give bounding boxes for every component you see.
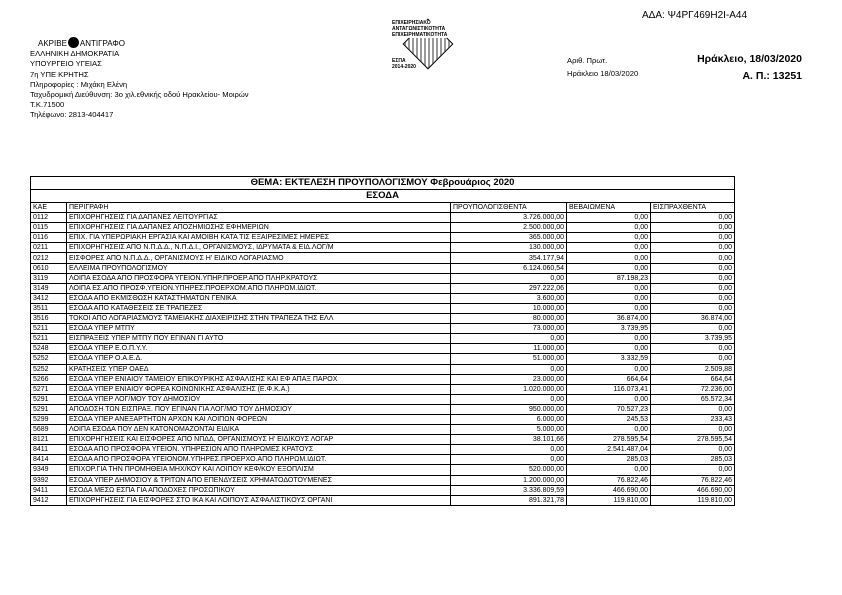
kae-cell: 0116 xyxy=(31,233,67,243)
table-row xyxy=(31,394,735,404)
description-cell: ΛΟΙΠΑ ΕΣ.ΑΠΟ ΠΡΟΣΦ.ΥΓΕΙΟΝ.ΥΠΗΡΕΣ.ΠΡΟΕΡΧΟΜ.ΑΠΟ ΠΛΗΡΩΜ.ΙΔΙΩΤ. xyxy=(67,283,451,293)
kae-cell: 5291 xyxy=(31,394,67,404)
collected-cell: 0,00 xyxy=(651,303,735,313)
kae-cell: 0211 xyxy=(31,243,67,253)
kae-cell: 3412 xyxy=(31,293,67,303)
collected-cell: 0,00 xyxy=(651,213,735,223)
certified-cell: 0,00 xyxy=(567,334,651,344)
kae-cell: 8411 xyxy=(31,445,67,455)
column-header: ΕΙΣΠΡΑΧΘΕΝΤΑ xyxy=(651,203,735,213)
collected-cell: 65.572,34 xyxy=(651,394,735,404)
table-row xyxy=(31,445,735,455)
kae-cell: 0115 xyxy=(31,223,67,233)
certified-cell: 0,00 xyxy=(567,243,651,253)
kae-cell: 5211 xyxy=(31,324,67,334)
budgeted-cell: 0,00 xyxy=(451,445,567,455)
budgeted-cell: 6.000,00 xyxy=(451,414,567,424)
table-row xyxy=(31,364,735,374)
column-header: ΒΕΒΑΙΩΜΕΝΑ xyxy=(567,203,651,213)
kae-cell: 0112 xyxy=(31,213,67,223)
certified-cell: 285,03 xyxy=(567,455,651,465)
description-cell: ΕΣΟΔΑ ΥΠΕΡ Ε.Ο.Π.Υ.Υ. xyxy=(67,344,451,354)
collected-cell: 0,00 xyxy=(651,263,735,273)
table-row xyxy=(31,455,735,465)
kae-cell: 5689 xyxy=(31,425,67,435)
logo-text: ΕΠΙΧΕΙΡΗΣΙΑΚΟ ΑΝΤΑΓΩΝΙΣΤΙΚΟΤΗΤΑ ΕΠΙΧΕΙΡΗΜΑΤΙΚΟΤΗΤΑ xyxy=(392,20,448,38)
certified-cell: 0,00 xyxy=(567,213,651,223)
budgeted-cell: 1.200.000,00 xyxy=(451,475,567,485)
copy-stamp-left: ΑΚΡΙΒΕ xyxy=(38,39,67,48)
budget-table xyxy=(30,176,735,506)
collected-cell: 0,00 xyxy=(651,344,735,354)
budgeted-cell: 950.000,00 xyxy=(451,404,567,414)
kae-cell: 8121 xyxy=(31,435,67,445)
certified-cell: 0,00 xyxy=(567,394,651,404)
budgeted-cell: 73.000,00 xyxy=(451,324,567,334)
description-cell: ΕΣΟΔΑ ΥΠΕΡ ΕΝΙΑΙΟΥ ΤΑΜΕΙΟΥ ΕΠΙΚΟΥΡΙΚΗΣ ΑΣΦΑΛΙΣΗΣ ΚΑΙ ΕΦ ΑΠΑΞ ΠΑΡΟΧ xyxy=(67,374,451,384)
certified-cell: 70.527,23 xyxy=(567,404,651,414)
certified-cell: 2.541.487,04 xyxy=(567,445,651,455)
table-row xyxy=(31,344,735,354)
logo-bottom-text: ΕΣΠΑ 2014-2020 xyxy=(392,58,416,70)
budgeted-cell: 23.000,00 xyxy=(451,374,567,384)
description-cell: ΕΠΙΧ. ΓΙΑ ΥΠΕΡΩΡΙΑΚΗ ΕΡΓΑΣΙΑ ΚΑΙ ΑΜΟΙΒΗ ΚΑΤΑ ΤΙΣ ΕΞΑΙΡΕΣΙΜΕΣ ΗΜΕΡΕΣ xyxy=(67,233,451,243)
table-row xyxy=(31,374,735,384)
table-row xyxy=(31,324,735,334)
table-row xyxy=(31,293,735,303)
protocol-label: Αριθ. Πρωτ. xyxy=(567,56,608,65)
protocol-number: Α. Π.: 13251 xyxy=(742,70,802,82)
certified-cell: 116.073,41 xyxy=(567,384,651,394)
collected-cell: 0,00 xyxy=(651,425,735,435)
certified-cell: 0,00 xyxy=(567,263,651,273)
certified-cell: 0,00 xyxy=(567,425,651,435)
description-cell: ΕΣΟΔΑ ΑΠΟ ΠΡΟΣΦΟΡΑ ΥΓΕΙΟΝΟΜ.ΥΠΗΡΕΣ.ΠΡΟΕΡΧΟ.ΑΠΟ ΠΛΗΡΩΜ.ΙΔΙΩΤ. xyxy=(67,455,451,465)
description-cell: ΑΠΟΔΟΣΗ ΤΩΝ ΕΙΣΠΡΑΞ. ΠΟΥ ΕΓΙΝΑΝ ΓΙΑ ΛΟΓ/ΜΟ ΤΟΥ ΔΗΜΟΣΙΟΥ xyxy=(67,404,451,414)
description-cell: ΕΙΣΠΡΑΞΕΙΣ ΥΠΕΡ ΜΤΠΥ ΠΟΥ ΕΓΙΝΑΝ ΓΙ ΑΥΤΟ xyxy=(67,334,451,344)
budgeted-cell: 0,00 xyxy=(451,334,567,344)
description-cell: ΕΣΟΔΑ ΑΠΟ ΚΑΤΑΘΕΣΕΙΣ ΣΕ ΤΡΑΠΕΖΕΣ xyxy=(67,303,451,313)
certified-cell: 119.810,00 xyxy=(567,495,651,505)
kae-cell: 0610 xyxy=(31,263,67,273)
collected-cell: 285,03 xyxy=(651,455,735,465)
place-date: Ηράκλειο, 18/03/2020 xyxy=(697,53,802,65)
kae-cell: 3119 xyxy=(31,273,67,283)
budgeted-cell: 3.336.809,59 xyxy=(451,485,567,495)
budgeted-cell: 11.000,00 xyxy=(451,344,567,354)
collected-cell: 0,00 xyxy=(651,324,735,334)
description-cell: ΕΠΙΧΟΡΗΓΗΣΕΙΣ ΑΠΟ Ν.Π.Δ.Δ., Ν.Π.Δ.Ι., ΟΡΓΑΝΙΣΜΟΥΣ, ΙΔΡΥΜΑΤΑ & ΕΙΔ.ΛΟΓ/Μ xyxy=(67,243,451,253)
collected-cell: 278.595,54 xyxy=(651,435,735,445)
collected-cell: 0,00 xyxy=(651,273,735,283)
budgeted-cell: 520.000,00 xyxy=(451,465,567,475)
certified-cell: 0,00 xyxy=(567,253,651,263)
collected-cell: 72.236,00 xyxy=(651,384,735,394)
description-cell: ΕΣΟΔΑ ΥΠΕΡ ΕΝΙΑΙΟΥ ΦΟΡΕΑ ΚΟΙΝΩΝΙΚΗΣ ΑΣΦΑΛΙΣΗΣ (Ε.Φ.Κ.Α.) xyxy=(67,384,451,394)
budgeted-cell: 0,00 xyxy=(451,394,567,404)
sender-header xyxy=(30,37,249,121)
header-line: Ταχυδρομική Διεύθυνση: 3ο χιλ.εθνικής οδού Ηρακλείου- Μοιρών xyxy=(30,90,249,100)
table-row xyxy=(31,273,735,283)
certified-cell: 0,00 xyxy=(567,303,651,313)
collected-cell: 0,00 xyxy=(651,465,735,475)
budgeted-cell: 0,00 xyxy=(451,273,567,283)
certified-cell: 76.822,46 xyxy=(567,475,651,485)
header-line: Πληροφορίες : Μιχάκη Ελένη xyxy=(30,79,128,89)
certified-cell: 0,00 xyxy=(567,344,651,354)
collected-cell: 0,00 xyxy=(651,404,735,414)
collected-cell: 466.690,00 xyxy=(651,485,735,495)
certified-cell: 664,64 xyxy=(567,374,651,384)
table-row xyxy=(31,213,735,223)
description-cell: ΛΟΙΠΑ ΕΣΟΔΑ ΠΟΥ ΔΕΝ ΚΑΤΟΝΟΜΑΖΟΝΤΑΙ ΕΙΔΙΚΑ xyxy=(67,425,451,435)
description-cell: ΚΡΑΤΗΣΕΙΣ ΥΠΕΡ ΟΑΕΔ xyxy=(67,364,451,374)
date-block xyxy=(682,51,802,85)
collected-cell: 0,00 xyxy=(651,445,735,455)
budgeted-cell: 0,00 xyxy=(451,455,567,465)
collected-cell: 0,00 xyxy=(651,293,735,303)
budgeted-cell: 3.600,00 xyxy=(451,293,567,303)
certified-cell: 3.332,59 xyxy=(567,354,651,364)
description-cell: ΕΣΟΔΑ ΑΠΟ ΠΡΟΣΦΟΡΑ ΥΓΕΙΟΝ. ΥΠΗΡΕΣΙΩΝ ΑΠΟ ΠΛΗΡΩΜΕΣ ΚΡΑΤΟΥΣ xyxy=(67,445,451,455)
budgeted-cell: 891.321,78 xyxy=(451,495,567,505)
table-row xyxy=(31,485,735,495)
copy-stamp xyxy=(30,37,249,49)
kae-cell: 5291 xyxy=(31,404,67,414)
table-row xyxy=(31,243,735,253)
certified-cell: 0,00 xyxy=(567,283,651,293)
table-row xyxy=(31,475,735,485)
certified-cell: 0,00 xyxy=(567,465,651,475)
table-row xyxy=(31,233,735,243)
kae-cell: 9412 xyxy=(31,495,67,505)
collected-cell: 119.810,00 xyxy=(651,495,735,505)
table-row xyxy=(31,495,735,505)
description-cell: ΕΣΟΔΑ ΥΠΕΡ ΛΟΓ/ΜΟΥ ΤΟΥ ΔΗΜΟΣΙΟΥ xyxy=(67,394,451,404)
table-subtitle: ΕΣΟΔΑ xyxy=(31,190,735,203)
kae-cell: 8414 xyxy=(31,455,67,465)
ada-code: ΑΔΑ: Ψ4ΡΓ469Η2Ι-Α44 xyxy=(642,10,748,21)
budgeted-cell: 80.000,00 xyxy=(451,314,567,324)
budgeted-cell: 51.000,00 xyxy=(451,354,567,364)
kae-cell: 3516 xyxy=(31,314,67,324)
collected-cell: 76.822,46 xyxy=(651,475,735,485)
kae-cell: 5299 xyxy=(31,414,67,424)
collected-cell: 2.509,88 xyxy=(651,364,735,374)
description-cell: ΛΟΙΠΑ ΕΣΟΔΑ ΑΠΟ ΠΡΟΣΦΟΡΑ ΥΓΕΙΟΝ.ΥΠΗΡ.ΠΡΟΕΡ.ΑΠΟ ΠΛΗΡ.ΚΡΑΤΟΥΣ xyxy=(67,273,451,283)
certified-cell: 87.198,23 xyxy=(567,273,651,283)
protocol-date: Ηράκλειο 18/03/2020 xyxy=(567,69,639,78)
certified-cell: 0,00 xyxy=(567,233,651,243)
collected-cell: 0,00 xyxy=(651,243,735,253)
kae-cell: 9349 xyxy=(31,465,67,475)
description-cell: ΕΙΣΦΟΡΕΣ ΑΠΟ Ν.Π.Δ.Δ., ΟΡΓΑΝΙΣΜΟΥΣ Η' ΕΙΔΙΚΟ ΛΟΓΑΡΙΑΣΜΟ xyxy=(67,253,451,263)
column-header: ΠΕΡΙΓΡΑΦΗ xyxy=(67,203,451,213)
kae-cell: 5211 xyxy=(31,334,67,344)
collected-cell: 0,00 xyxy=(651,223,735,233)
kae-cell: 5252 xyxy=(31,354,67,364)
table-row xyxy=(31,404,735,414)
description-cell: ΕΣΟΔΑ ΑΠΟ ΕΚΜΙΣΘΩΣΗ ΚΑΤΑΣΤΗΜΑΤΩΝ ΓΕΝΙΚΑ xyxy=(67,293,451,303)
table-row xyxy=(31,263,735,273)
collected-cell: 233,43 xyxy=(651,414,735,424)
description-cell: ΕΠΙΧΟΡΗΓΗΣΕΙΣ ΚΑΙ ΕΙΣΦΟΡΕΣ ΑΠΟ ΝΠΔΔ, ΟΡΓΑΝΙΣΜΟΥΣ Η' ΕΙΔΙΚΟΥΣ ΛΟΓΑΡ xyxy=(67,435,451,445)
certified-cell: 36.874,00 xyxy=(567,314,651,324)
table-row xyxy=(31,303,735,313)
budgeted-cell: 297.222,06 xyxy=(451,283,567,293)
certified-cell: 245,53 xyxy=(567,414,651,424)
budgeted-cell: 5.000,00 xyxy=(451,425,567,435)
kae-cell: 5252 xyxy=(31,364,67,374)
greek-emblem-icon xyxy=(68,37,79,48)
table-row xyxy=(31,334,735,344)
header-line: ΥΠΟΥΡΓΕΙΟ ΥΓΕΙΑΣ xyxy=(30,59,102,69)
kae-cell: 5271 xyxy=(31,384,67,394)
budgeted-cell: 10.000,00 xyxy=(451,303,567,313)
budgeted-cell: 3.726.000,00 xyxy=(451,213,567,223)
table-row xyxy=(31,465,735,475)
kae-cell: 5248 xyxy=(31,344,67,354)
espa-logo xyxy=(392,20,462,74)
table-row xyxy=(31,223,735,233)
table-row xyxy=(31,354,735,364)
header-line: 7η ΥΠΕ ΚΡΗΤΗΣ xyxy=(30,69,89,79)
header-line: Τηλέφωνο: 2813-404417 xyxy=(30,110,114,120)
budgeted-cell: 1.020.000,00 xyxy=(451,384,567,394)
budgeted-cell: 365.000,00 xyxy=(451,233,567,243)
description-cell: ΕΣΟΔΑ ΥΠΕΡ ΜΤΠΥ xyxy=(67,324,451,334)
kae-cell: 3511 xyxy=(31,303,67,313)
table-row xyxy=(31,314,735,324)
table-row xyxy=(31,425,735,435)
table-header-row xyxy=(31,203,735,213)
budgeted-cell: 354.177,94 xyxy=(451,253,567,263)
certified-cell: 466.690,00 xyxy=(567,485,651,495)
collected-cell: 3.739,95 xyxy=(651,334,735,344)
table-row xyxy=(31,384,735,394)
budgeted-cell: 38.101,66 xyxy=(451,435,567,445)
description-cell: ΕΣΟΔΑ ΜΕΣΩ ΕΣΠΑ ΓΙΑ ΑΠΟΔΟΧΕΣ ΠΡΟΣΩΠΙΚΟΥ xyxy=(67,485,451,495)
kae-cell: 3149 xyxy=(31,283,67,293)
collected-cell: 0,00 xyxy=(651,253,735,263)
kae-cell: 9392 xyxy=(31,475,67,485)
collected-cell: 0,00 xyxy=(651,283,735,293)
kae-cell: 5266 xyxy=(31,374,67,384)
description-cell: ΕΣΟΔΑ ΥΠΕΡ ΔΗΜΟΣΙΟΥ & ΤΡΙΤΩΝ ΑΠΟ ΕΠΕΝΔΥΣΕΙΣ ΧΡΗΜΑΤΟΔΟΤΟΥΜΕΝΕΣ xyxy=(67,475,451,485)
collected-cell: 664,64 xyxy=(651,374,735,384)
column-header: ΚΑΕ xyxy=(31,203,67,213)
certified-cell: 0,00 xyxy=(567,293,651,303)
collected-cell: 36.874,00 xyxy=(651,314,735,324)
budgeted-cell: 2.500.000,00 xyxy=(451,223,567,233)
description-cell: ΕΣΟΔΑ ΥΠΕΡ Ο.Α.Ε.Δ. xyxy=(67,354,451,364)
budgeted-cell: 0,00 xyxy=(451,364,567,374)
budgeted-cell: 130.000,00 xyxy=(451,243,567,253)
description-cell: ΕΛΛΕΙΜΑ ΠΡΟΥΠΟΛΟΓΙΣΜΟΥ xyxy=(67,263,451,273)
collected-cell: 0,00 xyxy=(651,354,735,364)
table-row xyxy=(31,253,735,263)
header-line: ΕΛΛΗΝΙΚΗ ΔΗΜΟΚΡΑΤΙΑ xyxy=(30,49,120,59)
table-title: ΘΕΜΑ: ΕΚΤΕΛΕΣΗ ΠΡΟΥΠΟΛΟΓΙΣΜΟΥ Φεβρουάριος 2020 xyxy=(31,177,735,190)
description-cell: ΕΠΙΧΟΡΗΓΗΣΕΙΣ ΓΙΑ ΔΑΠΑΝΕΣ ΑΠΟΖΗΜΙΩΣΗΣ ΕΦΗΜΕΡΙΩΝ xyxy=(67,223,451,233)
table-row xyxy=(31,414,735,424)
kae-cell: 9411 xyxy=(31,485,67,495)
table-row xyxy=(31,435,735,445)
collected-cell: 0,00 xyxy=(651,233,735,243)
description-cell: ΕΣΟΔΑ ΥΠΕΡ ΑΝΕΞΑΡΤΗΤΩΝ ΑΡΧΩΝ ΚΑΙ ΛΟΙΠΩΝ ΦΟΡΕΩΝ xyxy=(67,414,451,424)
copy-stamp-right: ΑΝΤΙΓΡΑΦΟ xyxy=(79,39,125,48)
budgeted-cell: 6.124.060,54 xyxy=(451,263,567,273)
certified-cell: 0,00 xyxy=(567,364,651,374)
protocol-block xyxy=(567,54,638,80)
certified-cell: 278.595,54 xyxy=(567,435,651,445)
table-row xyxy=(31,283,735,293)
kae-cell: 0212 xyxy=(31,253,67,263)
description-cell: ΤΟΚΟΙ ΑΠΟ ΛΟΓΑΡΙΑΣΜΟΥΣ ΤΑΜΕΙΑΚΗΣ ΔΙΑΧΕΙΡΙΣΗΣ ΣΤΗΝ ΤΡΑΠΕΖΑ ΤΗΣ ΕΛΛ xyxy=(67,314,451,324)
description-cell: ΕΠΙΧΟΡΗΓΗΣΕΙΣ ΓΙΑ ΔΑΠΑΝΕΣ ΛΕΙΤΟΥΡΓΙΑΣ xyxy=(67,213,451,223)
header-line: Τ.Κ.71500 xyxy=(30,100,65,110)
description-cell: ΕΠΙΧΟΡΗΓΗΣΕΙΣ ΓΙΑ ΕΙΣΦΟΡΕΣ ΣΤΟ ΙΚΑ ΚΑΙ ΛΟΙΠΟΥΣ ΑΣΦΑΛΙΣΤΙΚΟΥΣ ΟΡΓΑΝΙ xyxy=(67,495,451,505)
certified-cell: 0,00 xyxy=(567,223,651,233)
certified-cell: 3.739,95 xyxy=(567,324,651,334)
description-cell: ΕΠΙΧΟΡ.ΓΙΑ ΤΗΝ ΠΡΟΜΗΘΕΙΑ ΜΗΧ/ΚΟΥ ΚΑΙ ΛΟΙΠΟΥ ΚΕΦ/ΚΟΥ ΕΞΟΠΛΙΣΜ xyxy=(67,465,451,475)
column-header: ΠΡΟΥΠΟΛΟΓΙΣΘΕΝΤΑ xyxy=(451,203,567,213)
